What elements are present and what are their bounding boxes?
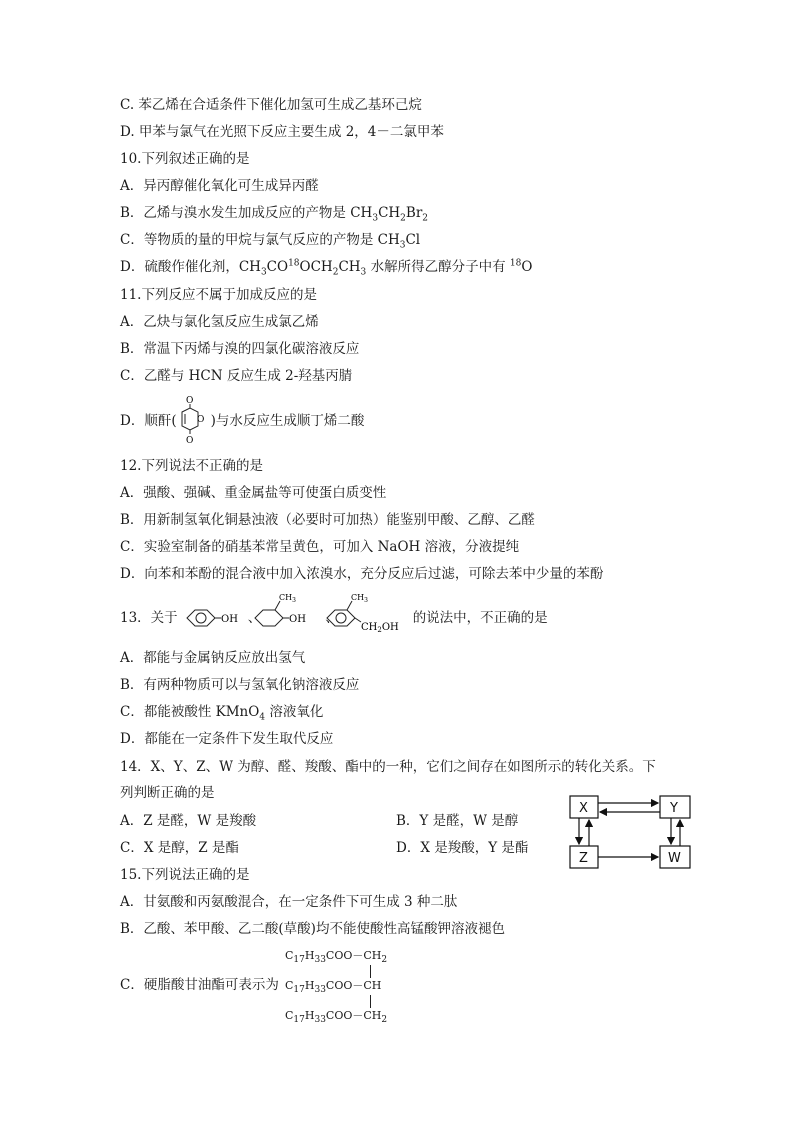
conversion-diagram: [566, 792, 698, 872]
maleic-anhydride-structure: [172, 394, 212, 446]
struct-o-mid: O: [197, 415, 205, 425]
q14-option-d: D．X 是羧酸，Y 是酯: [396, 840, 529, 856]
q15-option-a: A．甘氨酸和丙氨酸混合，在一定条件下可生成 3 种二肽: [120, 894, 458, 910]
q14-option-c: C．X 是醇，Z 是酯: [120, 840, 239, 856]
cyclohexanol-ring: [255, 610, 283, 626]
glyceride-row-1: $C_{17}H_{33}COO-CH_2$: [285, 949, 388, 966]
q11-option-d: D．顺酐( )与水反应生成顺丁烯二酸: [120, 413, 365, 429]
q14-option-b: B．Y 是醛，W 是醇: [396, 813, 519, 829]
q11-option-c: C．乙醛与 HCN 反应生成 2-羟基丙腈: [120, 368, 353, 384]
q13-option-d: D．都能在一定条件下发生取代反应: [120, 731, 334, 747]
q14-stem-line2: 列判断正确的是: [120, 785, 215, 801]
q12-option-a: A．强酸、强碱、重金属盐等可使蛋白质变性: [120, 485, 387, 501]
oh-1: OH: [221, 614, 238, 625]
label-x: X: [579, 801, 588, 816]
q13-stem: 13．关于 、 、 的说法中，不正确的是: [120, 610, 548, 626]
q12-option-b: B．用新制氢氧化铜悬浊液（必要时可加热）能鉴别甲酸、乙醇、乙醛: [120, 512, 535, 528]
ch3-a: $CH_3$: [279, 593, 296, 604]
q15-option-b: B．乙酸、苯甲酸、乙二酸(草酸)均不能使酸性高锰酸钾溶液褪色: [120, 921, 505, 937]
struct-o-top: O: [186, 396, 194, 406]
struct-o-bot: O: [186, 436, 194, 446]
q15-option-c: C．硬脂酸甘油酯可表示为: [120, 977, 279, 993]
ch2oh: $CH_2OH$: [361, 622, 399, 634]
q13-option-a: A．都能与金属钠反应放出氢气: [120, 650, 306, 666]
q10-option-c: C．等物质的量的甲烷与氯气反应的产物是 $CH_3Cl$: [120, 232, 421, 251]
q10-option-d: D．硫酸作催化剂，$CH_3CO^{18}OCH_2CH_3$ 水解所得乙醇分子中有 $^{18}$O: [120, 258, 533, 278]
label-z: Z: [579, 851, 588, 866]
q12-option-c: C．实验室制备的硝基苯常呈黄色，可加入 NaOH 溶液，分液提纯: [120, 539, 520, 555]
q10-option-b: B．乙烯与溴水发生加成反应的产物是 $CH_3CH_2Br_2$: [120, 205, 429, 224]
q15-stem: 15.下列说法正确的是: [120, 867, 250, 883]
q9-option-d: D. 甲苯与氯气在光照下反应主要生成 2，4－二氯甲苯: [120, 124, 444, 140]
q10-stem: 10.下列叙述正确的是: [120, 151, 250, 167]
q10-option-a: A．异丙醇催化氧化可生成异丙醛: [120, 178, 319, 194]
glyceride-bond-1: [370, 965, 371, 978]
q9-option-c: C. 苯乙烯在合适条件下催化加氢可生成乙基环己烷: [120, 97, 422, 113]
glyceride-row-2: $C_{17}H_{33}COO-CH$: [285, 979, 382, 996]
glyceride-bond-2: [370, 995, 371, 1008]
q13-option-b: B．有两种物质可以与氢氧化钠溶液反应: [120, 677, 360, 693]
ch3-b: $CH_3$: [351, 593, 368, 604]
q13-structures: [175, 590, 615, 638]
phenol-ring: [187, 610, 215, 626]
q14-stem-line1: 14．X、Y、Z、W 为醇、醛、羧酸、酯中的一种，它们之间存在如图所示的转化关系。下: [120, 759, 656, 775]
label-y: Y: [670, 801, 678, 816]
glyceride-row-3: $C_{17}H_{33}COO-CH_2$: [285, 1009, 388, 1026]
q14-option-a: A．Z 是醛，W 是羧酸: [120, 813, 257, 829]
q13-option-c: C．都能被酸性 KMnO$_4$ 溶液氧化: [120, 704, 324, 723]
q12-stem: 12.下列说法不正确的是: [120, 458, 263, 474]
label-w: W: [668, 851, 681, 866]
q11-stem: 11.下列反应不属于加成反应的是: [120, 287, 317, 303]
q11-option-b: B．常温下丙烯与溴的四氯化碳溶液反应: [120, 341, 360, 357]
q11-option-a: A．乙炔与氯化氢反应生成氯乙烯: [120, 314, 319, 330]
oh-2: OH: [289, 614, 306, 625]
benzyl-ring: [327, 610, 355, 626]
q12-option-d: D．向苯和苯酚的混合液中加入浓溴水，充分反应后过滤，可除去苯中少量的苯酚: [120, 566, 604, 582]
